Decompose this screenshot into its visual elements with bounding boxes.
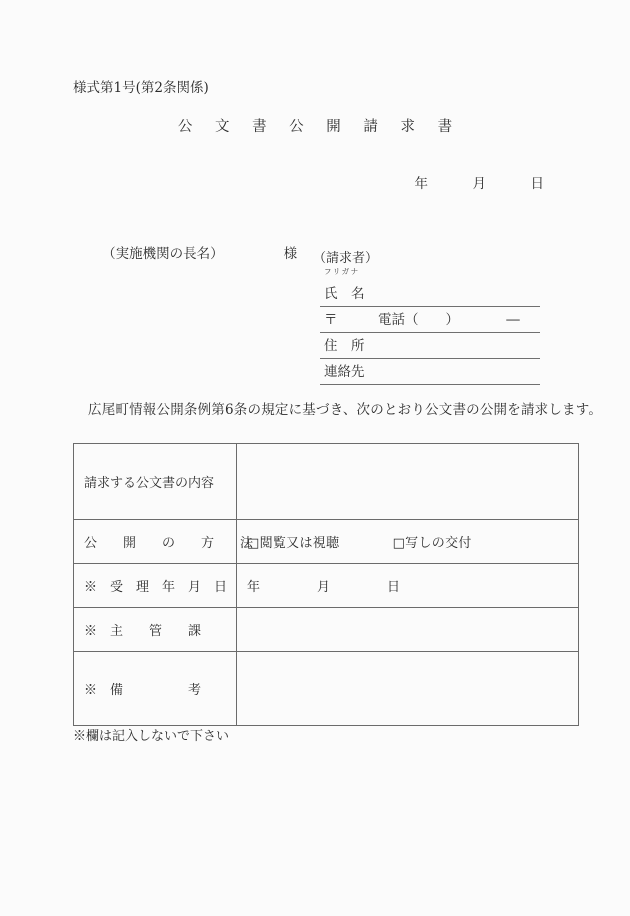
addressee-honorific: 様 [283, 245, 298, 262]
field-label-name: 氏 名 [324, 286, 365, 302]
request-details-table [73, 443, 579, 726]
table-row [74, 564, 579, 608]
field-label-contact: 連絡先 [324, 364, 365, 380]
field-row-postal-phone[interactable] [320, 307, 540, 333]
body-sentence: 広尾町情報公開条例第6条の規定に基づき、次のとおり公文書の公開を請求します。 [88, 402, 603, 418]
row-label-requested-content: 請求する公文書の内容 [74, 444, 237, 520]
addressee [85, 234, 297, 275]
requester-fields [320, 281, 540, 385]
row-label-receipt-date: ※ 受 理 年 月 日 [74, 564, 237, 608]
form-number: 様式第1号(第2条関係) [73, 80, 209, 96]
page-title: 公 文 書 公 開 請 求 書 [177, 119, 462, 135]
addressee-organization: （実施機関の長名） [102, 245, 224, 262]
requester-section-label: （請求者） [313, 251, 379, 266]
row-value-disclosure-method[interactable]: □閲覧又は視聴 □写しの交付 [237, 520, 579, 564]
field-label-postal-phone: 〒 電話（ ） ― [324, 312, 520, 328]
field-label-address: 住 所 [324, 338, 365, 354]
footnote: ※欄は記入しないで下さい [73, 729, 230, 744]
row-value-remarks[interactable] [237, 652, 579, 726]
row-label-responsible-section: ※ 主 管 課 [74, 608, 237, 652]
furigana-label: フリガナ [324, 267, 360, 276]
row-value-receipt-date[interactable]: 年 月 日 [237, 564, 579, 608]
row-label-disclosure-method: 公 開 の 方 法 [74, 520, 237, 564]
table-row [74, 608, 579, 652]
row-value-requested-content[interactable] [237, 444, 579, 520]
row-label-remarks: ※ 備 考 [74, 652, 237, 726]
field-row-contact[interactable] [320, 359, 540, 385]
date-line: 年 月 日 [414, 176, 545, 192]
field-row-address[interactable] [320, 333, 540, 359]
table-row [74, 444, 579, 520]
field-row-name[interactable] [320, 281, 540, 307]
row-value-responsible-section[interactable] [237, 608, 579, 652]
table-row [74, 520, 579, 564]
table-row [74, 652, 579, 726]
